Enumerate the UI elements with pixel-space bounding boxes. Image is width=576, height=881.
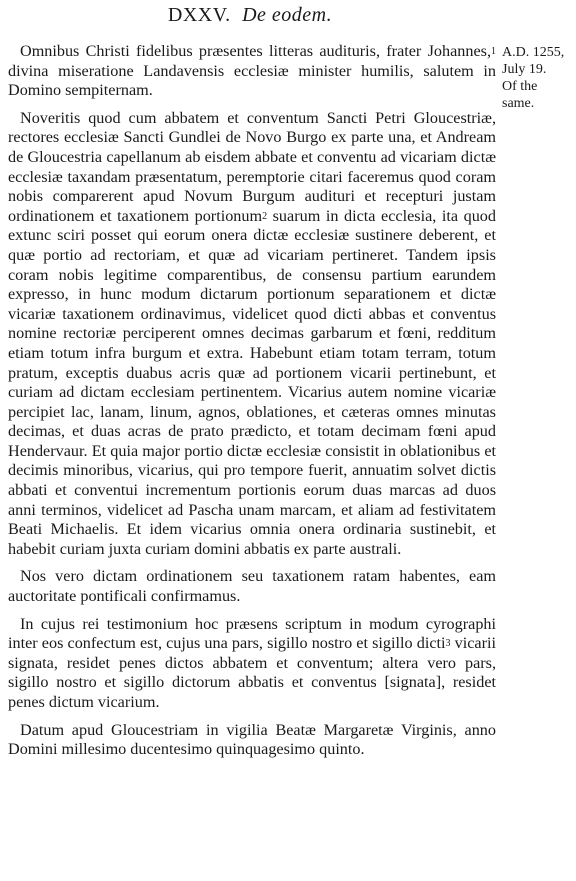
paragraph-text: vicarii signata, residet penes dictos abbatem et conventum; altera vero pars, sigillo nostro et sigillo dictorum abbatis et conventus [signata], residet penes dictum vicarium. bbox=[8, 634, 496, 711]
paragraph-text: Nos vero dictam ordinationem seu taxationem ratam habentes, eam auctoritate pontificali confirmamus. bbox=[8, 567, 496, 606]
charter-body bbox=[8, 42, 496, 768]
margin-subject-line-1: Of the bbox=[502, 79, 538, 94]
paragraph-text: suarum in dicta ecclesia, ita quod extunc sciri posset qui eorum onera dictæ ecclesiæ sustinere deberent, et quæ portio ad rectoriam, et quæ ad vicariam pertineret. Tandem ipsis coram nobis legitime comparentibus, de consensu partium earundem expresso, in hunc modum dictarum portionum separationem et dictæ vicariæ taxationem ordinavimus, videlicet quod dicti abbas et conventus nomine rectoriæ perciperent omnes decimas garbarum et fœni, redditum etiam totum infra burgum et extra. Habebunt etiam totam terram, totum pratum, exceptis duabus acris quæ ad portionem vicarii pertinebunt, et curiam ad dictam ecclesiam pertinentem. Vicarius autem nomine vicariæ percipiet lac, lanam, linum, agnos, oblationes, et cæteras omnes minutas decimas, et duas acras de prato prædicto, et totam decimam fœni apud Hendervaur. Et quia major portio dictæ ecclesiæ consistit in oblationibus et decimis minoribus, vicarius, qui pro tempore fuerit, annuatim solvet dictis abbati et conventui incrementum portionis eorum duas marcas ad duos anni terminos, videlicet ad Pascha unam marcam, et aliam ad festivitatem Beati Michaelis. Et idem vicarius omnia onera ordinaria sustinebit, et habebit curiam juxta curiam domini abbatis ex parte australi. bbox=[8, 206, 496, 558]
paragraph-text: In cujus rei testimonium hoc præsens scriptum in modum cyrographi inter eos confectum est, cujus una pars, sigillo nostro et sigillo dicti bbox=[8, 614, 496, 653]
paragraph-salutation bbox=[8, 42, 496, 101]
paragraph-text: divina miseratione Landavensis ecclesiæ minister humilis, salutem in Domino sempiternam. bbox=[8, 61, 496, 100]
paragraph-text: Datum apud Gloucestriam in vigilia Beatæ Margaretæ Virginis, anno Domini millesimo ducentesimo quinquagesimo quinto. bbox=[8, 720, 496, 759]
charter-number: DXXV. bbox=[167, 4, 231, 26]
charter-title: De eodem. bbox=[242, 4, 333, 26]
footnote-marker: 2 bbox=[262, 210, 268, 222]
footnote-marker: 3 bbox=[445, 638, 451, 650]
paragraph-confirmation bbox=[8, 567, 496, 606]
paragraph-text: Noveritis quod cum abbatem et conventum Sancti Petri Gloucestriæ, rectores ecclesiæ Sancti Gundlei de Novo Burgo ex parte una, et Andream de Gloucestria capellanum ab eisdem abbate et conventu ad vicariam dictæ ecclesiæ taxandam præsentatum, peremptorie citari faceremus quod coram nobis comparerent apud Novum Burgum audituri et recepturi justam ordinationem et taxationem portionum bbox=[8, 108, 496, 225]
paragraph-dating-clause bbox=[8, 721, 496, 760]
footnote-marker: 1 bbox=[491, 46, 496, 57]
margin-date-year: A.D. 1255, bbox=[502, 45, 565, 60]
margin-date-day: July 19. bbox=[502, 62, 547, 77]
paragraph-ordination bbox=[8, 109, 496, 560]
margin-note bbox=[502, 44, 574, 112]
charter-heading bbox=[0, 4, 500, 27]
margin-subject-line-2: same. bbox=[502, 96, 535, 111]
paragraph-text: Omnibus Christi fidelibus præsentes litteras audituris, frater Johannes, bbox=[20, 42, 491, 60]
paragraph-testimony bbox=[8, 615, 496, 713]
